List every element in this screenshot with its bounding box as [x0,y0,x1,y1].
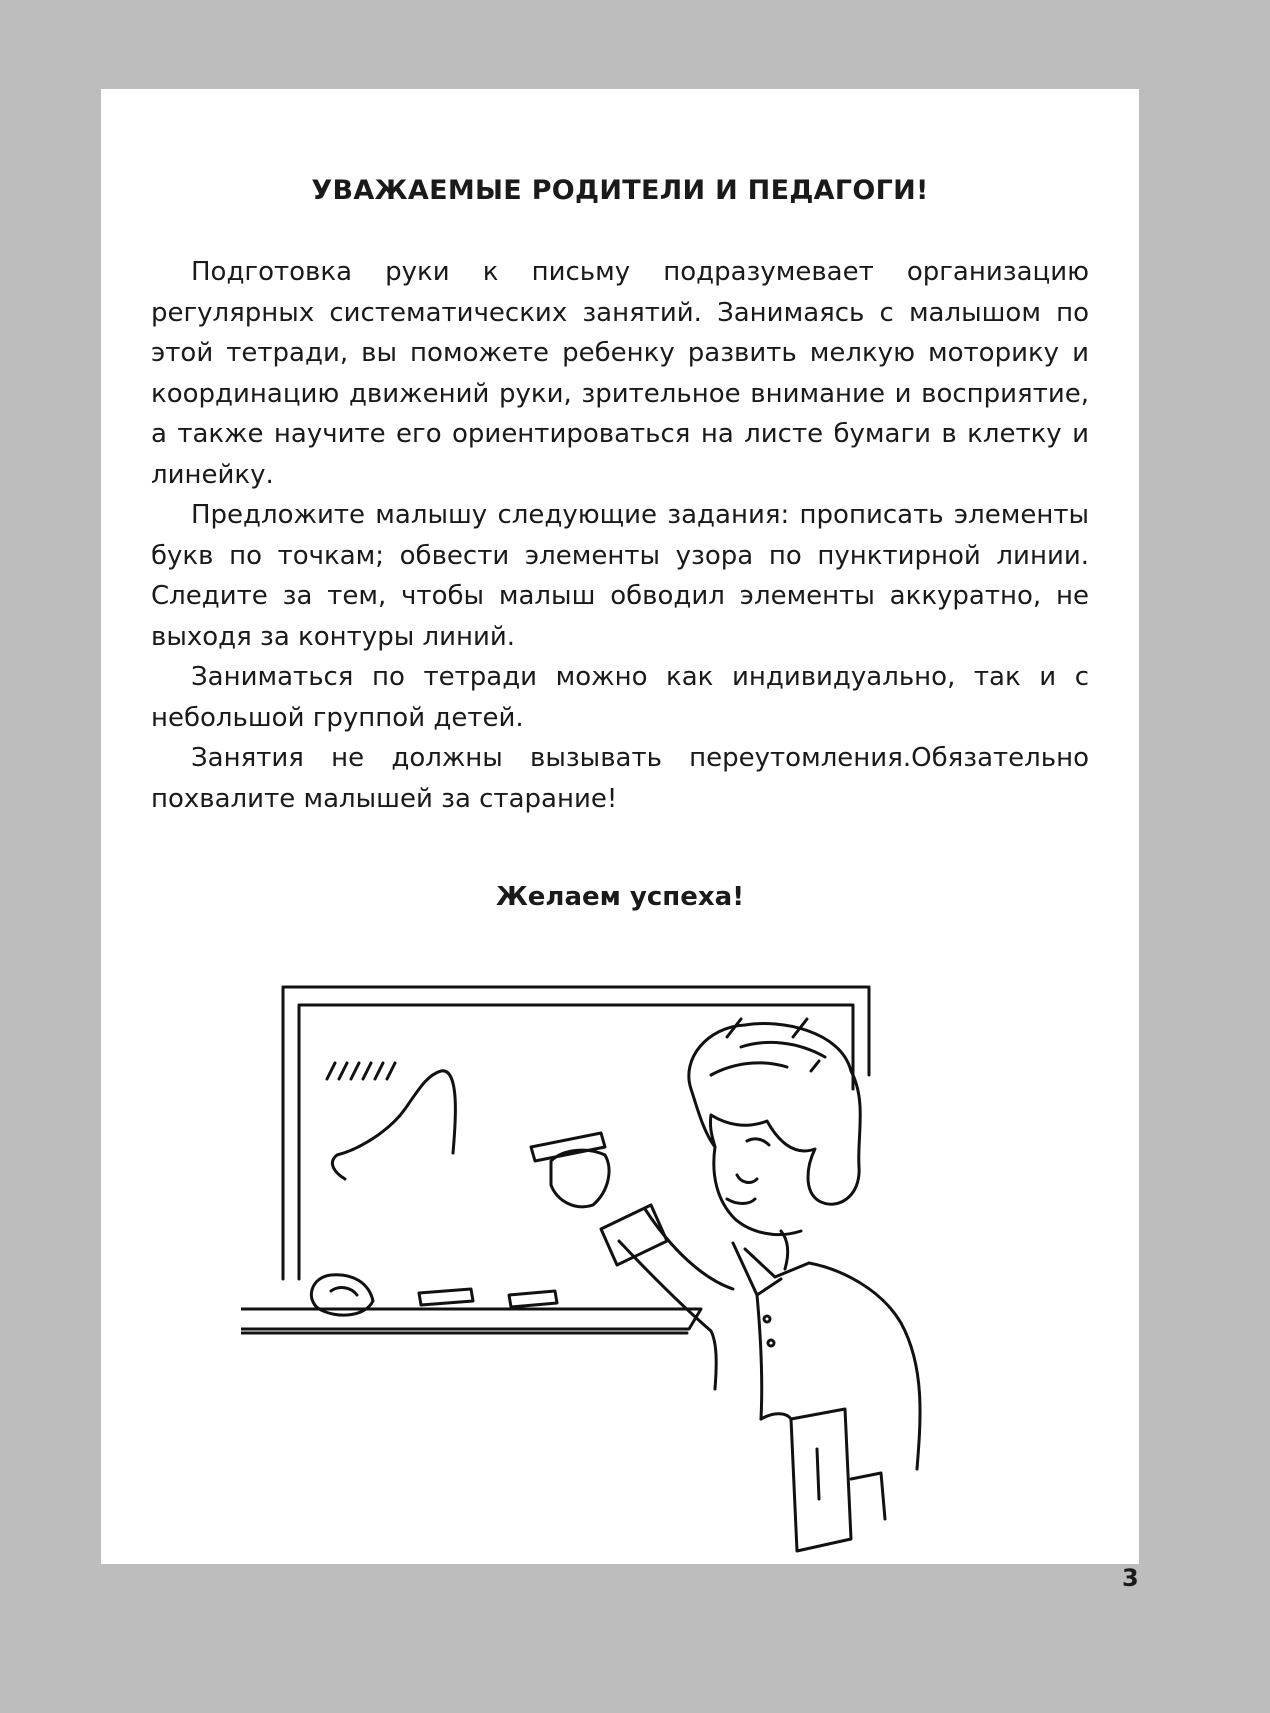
blackboard [241,987,869,1333]
body-text [151,252,1089,819]
teacher-at-blackboard-illustration [241,979,1021,1569]
paragraph-3: Заниматься по тетради можно как индивидуально, так и с небольшой группой детей. [151,662,1089,733]
page-title: УВАЖАЕМЫЕ РОДИТЕЛИ И ПЕДАГОГИ! [311,175,929,206]
page-number: 3 [1122,1564,1139,1592]
teacher-figure [531,1024,920,1551]
closing-wish: Желаем успеха! [495,882,745,912]
paragraph-2: Предложите малышу следующие задания: прописать элементы букв по точкам; обвести элементы узора по пунктирной линии. Следите за тем, чтобы малыш обводил элементы аккуратно, не выходя за контуры линий. [151,500,1089,652]
paragraph-1: Подготовка руки к письму подразумевает организацию регулярных систематических занятий. Занимаясь с малышом по этой тетради, вы поможете ребенку развить мелкую моторику и координацию движений руки, зрительное внимание и восприятие, а также научите его ориентироваться на листе бумаги в клетку и линейку. [151,257,1089,490]
paragraph-4: Занятия не должны вызывать переутомления.Обязательно похвалите малышей за старание! [151,743,1089,814]
page-sheet [101,89,1139,1564]
